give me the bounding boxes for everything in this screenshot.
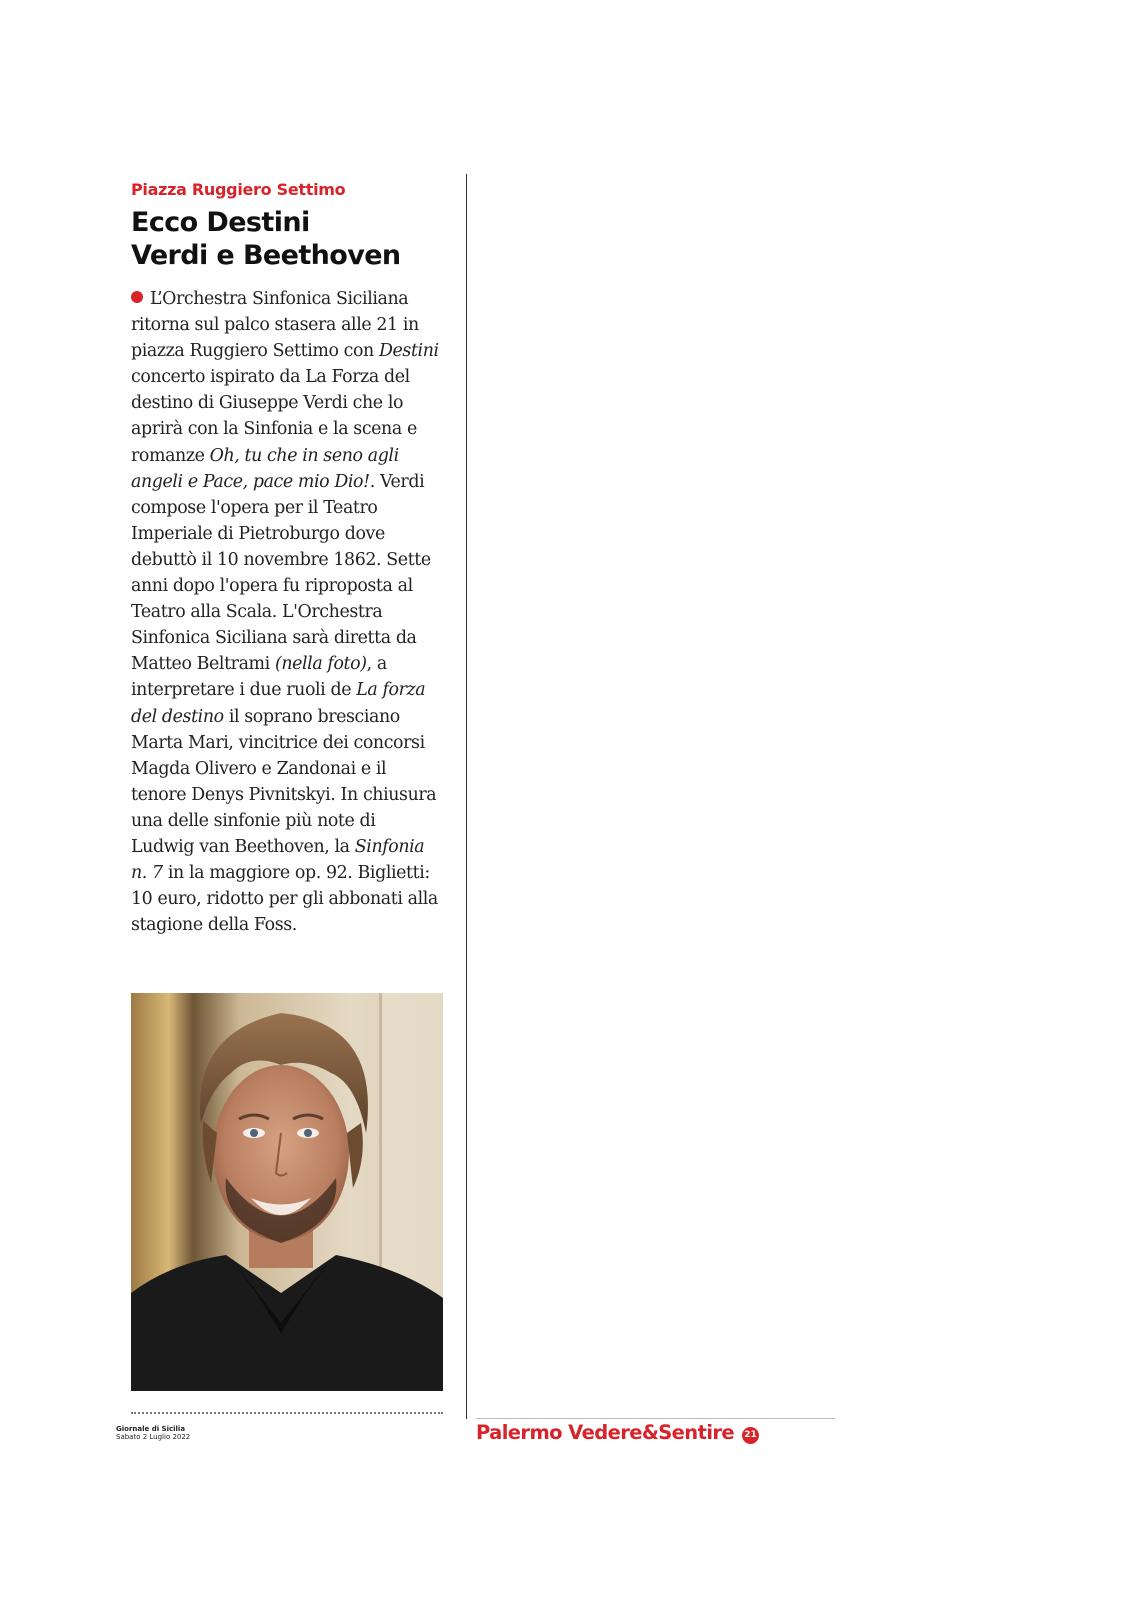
issue-date: Sabato 2 Luglio 2022 xyxy=(116,1433,191,1441)
section-title xyxy=(476,1421,759,1445)
body-segment: L’Orchestra Sinfonica Siciliana ritorna sul palco stasera alle 21 in piazza Ruggiero Settimo con xyxy=(131,289,419,362)
body-segment: in la maggiore op. 92. Biglietti: 10 euro, ridotto per gli abbonati alla stagione della Foss. xyxy=(131,863,438,936)
body-segment: La forza del destino xyxy=(131,680,426,727)
page-number-badge: 21 xyxy=(742,1427,759,1444)
body-segment: Oh, tu che in seno agli angeli e Pace, pace mio Dio! xyxy=(131,445,399,492)
portrait-image xyxy=(131,993,443,1391)
headline-line-1: Ecco Destini xyxy=(131,207,310,238)
footer-masthead xyxy=(116,1425,190,1441)
headline-line-2: Verdi e Beethoven xyxy=(131,240,401,271)
article xyxy=(131,180,443,938)
body-segment: . Verdi compose l'opera per il Teatro Imperiale di Pietroburgo dove debuttò il 10 novembre 1862. Sette anni dopo l'opera fu riproposta al Teatro alla Scala. L'Orchestra Sinfonica Siciliana sarà diretta da Matteo Beltrami xyxy=(131,471,431,675)
footer-rule xyxy=(476,1418,835,1419)
body-segment: (nella foto) xyxy=(274,654,367,675)
section-name: Palermo Vedere&Sentire xyxy=(476,1421,735,1444)
column-divider xyxy=(466,174,467,1419)
article-kicker: Piazza Ruggiero Settimo xyxy=(131,180,346,199)
conductor-photo xyxy=(131,993,443,1391)
red-dot-icon xyxy=(131,291,143,303)
article-headline xyxy=(131,206,443,272)
body-segment: concerto ispirato da La Forza del destino di Giuseppe Verdi che lo aprirà con la Sinfonia e la scena e romanze xyxy=(131,367,417,466)
article-body xyxy=(131,286,443,938)
body-segment: Destini xyxy=(378,341,439,362)
body-segment: il soprano bresciano Marta Mari, vincitrice dei concorsi Magda Olivero e Zandonai e il tenore Denys Pivnitskyi. In chiusura una delle sinfonie più note di Ludwig van Beethoven, la xyxy=(131,706,437,857)
body-segment: Sinfonia n. 7 xyxy=(131,836,425,884)
newspaper-name: Giornale di Sicilia xyxy=(116,1425,186,1433)
body-segment: , a interpretare i due ruoli de xyxy=(131,654,387,701)
dotted-separator xyxy=(131,1412,443,1414)
